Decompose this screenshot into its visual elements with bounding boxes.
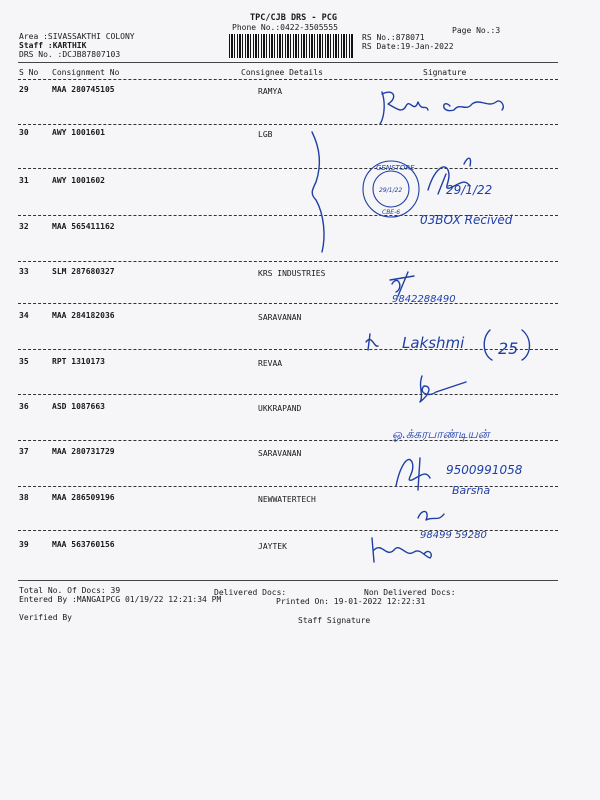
row-sno: 36	[19, 402, 29, 411]
svg-text:9842288490: 9842288490	[392, 294, 456, 305]
drs-number: DRS No. :DCJB87807103	[19, 50, 121, 59]
row-sno: 33	[19, 267, 29, 276]
row-sno: 37	[19, 447, 29, 456]
rs-date: RS Date:19-Jan-2022	[362, 42, 454, 51]
bracket-mark-30-32	[300, 128, 340, 258]
area-label: Area :SIVASSAKTHI COLONY	[19, 32, 135, 41]
svg-text:ஓ.க்கரபாண்டியன்: ஓ.க்கரபாண்டியன்	[392, 427, 490, 441]
row-sno: 31	[19, 176, 29, 185]
row-consignee: UKKRAPAND	[258, 404, 302, 413]
signature-row-33	[388, 270, 498, 310]
row-consignment-no: MAA 563760156	[52, 540, 115, 549]
svg-text:03BOX Recived: 03BOX Recived	[420, 213, 513, 227]
printed-on: Printed On: 19-01-2022 12:22:31	[276, 597, 426, 606]
row-sno: 39	[19, 540, 29, 549]
row-divider	[18, 261, 558, 262]
barcode	[229, 34, 353, 58]
footer-divider	[18, 580, 558, 581]
row-consignee: SARAVANAN	[258, 313, 302, 322]
row-consignee: LGB	[258, 130, 273, 139]
svg-text:29/1/22: 29/1/22	[379, 187, 403, 194]
page-number: Page No.:3	[452, 26, 501, 35]
row-consignment-no: ASD 1087663	[52, 402, 105, 411]
column-header-consignee: Consignee Details	[241, 68, 323, 77]
row-sno: 35	[19, 357, 29, 366]
svg-text:98499 59280: 98499 59280	[420, 530, 487, 541]
delivered-docs: Delivered Docs:	[214, 588, 287, 597]
row-consignee: KRS INDUSTRIES	[258, 269, 326, 278]
signature-row-29	[372, 84, 532, 134]
row-consignment-no: SLM 287680327	[52, 267, 115, 276]
row-sno: 29	[19, 85, 29, 94]
row-consignment-no: MAA 284182036	[52, 311, 115, 320]
staff-signature: Staff Signature	[298, 616, 371, 625]
staff-label: Staff :KARTHIK	[19, 41, 87, 50]
column-header-consignment: Consignment No	[52, 68, 120, 77]
svg-text:25: 25	[498, 339, 519, 358]
signature-row-31	[398, 150, 538, 230]
row-consignee: REVAA	[258, 359, 283, 368]
svg-text:CBE-6: CBE-6	[382, 209, 401, 216]
signature-row-35	[410, 370, 480, 410]
svg-text:Lakshmi: Lakshmi	[402, 334, 465, 352]
non-delivered-docs: Non Delivered Docs:	[364, 588, 456, 597]
svg-text:GENSTORE: GENSTORE	[376, 164, 415, 172]
signature-row-39	[368, 528, 448, 568]
row-consignee: NEWWATERTECH	[258, 495, 316, 504]
row-sno: 30	[19, 128, 29, 137]
rs-number: RS No.:878071	[362, 33, 425, 42]
header-divider	[18, 62, 558, 63]
svg-text:29/1/22: 29/1/22	[446, 183, 493, 197]
row-consignment-no: MAA 280731729	[52, 447, 115, 456]
row-consignment-no: MAA 280745105	[52, 85, 115, 94]
document-title: TPC/CJB DRS - PCG	[250, 13, 337, 23]
signature-row-36	[390, 418, 540, 448]
row-consignment-no: RPT 1310173	[52, 357, 105, 366]
column-header-sno: S No	[19, 68, 39, 77]
svg-text:Barsha: Barsha	[452, 484, 491, 497]
row-consignee: JAYTEK	[258, 542, 287, 551]
signature-row-34	[362, 318, 562, 368]
row-consignment-no: MAA 565411162	[52, 222, 115, 231]
row-consignee: SARAVANAN	[258, 449, 302, 458]
row-sno: 34	[19, 311, 29, 320]
row-consignment-no: MAA 286509196	[52, 493, 115, 502]
phone-number: Phone No.:0422-3505555	[232, 23, 338, 32]
column-header-divider	[18, 79, 558, 80]
total-docs: Total No. Of Docs: 39	[19, 586, 121, 595]
entered-by: Entered By :MANGAIPCG 01/19/22 12:21:34 PM	[19, 595, 222, 604]
row-consignment-no: AWY 1001601	[52, 128, 105, 137]
row-sno: 32	[19, 222, 29, 231]
row-consignment-no: AWY 1001602	[52, 176, 105, 185]
signature-row-37	[390, 446, 550, 502]
row-sno: 38	[19, 493, 29, 502]
column-header-signature: Signature	[423, 68, 467, 77]
svg-text:9500991058: 9500991058	[446, 463, 523, 477]
row-consignee: RAMYA	[258, 87, 283, 96]
verified-by: Verified By	[19, 613, 72, 622]
